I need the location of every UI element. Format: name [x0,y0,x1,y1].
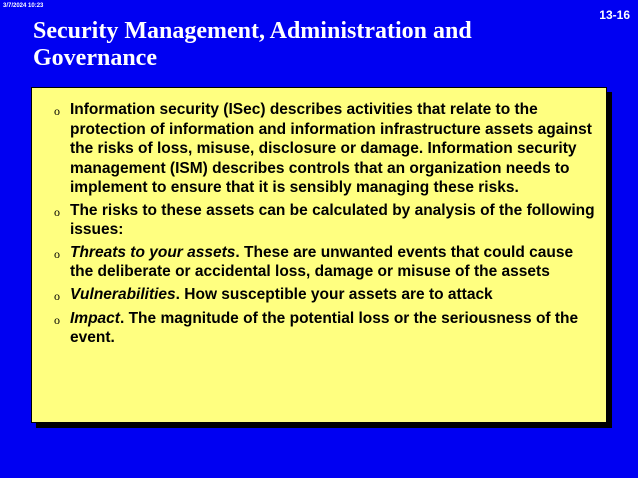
bullet-text [70,285,599,305]
bullet-term: Vulnerabilities [70,285,176,303]
bullet-body: . How susceptible your assets are to attack [175,285,493,303]
bullet-body: . The magnitude of the potential loss or the seriousness of the event. [70,309,579,346]
content-box [31,87,607,423]
bullet-marker: o [54,104,60,118]
slide-number: 13-16 [599,8,630,22]
bullet-marker: o [54,312,60,327]
slide-date: 3/7/2024 10:23 [3,3,44,9]
bullet-marker: o [54,288,60,303]
bullet-item [54,201,599,240]
bullet-item [54,243,599,282]
slide-title: Security Management, Administration and Governance [33,18,472,71]
bullet-item [54,285,599,306]
bullet-list [54,100,599,351]
bullet-item [54,100,599,198]
bullet-marker: o [54,204,60,219]
bullet-term: Threats to your assets [70,243,236,261]
bullet-body: Information security (ISec) describes activities that relate to the protection of information and information infrastructure assets against the risks of loss, misuse, disclosure or damage. Information security management (ISM) describes controls that an organization needs to implement to ensure that it is sensibly managing these risks. [70,101,592,196]
bullet-text [70,201,599,240]
bullet-body: . These are unwanted events that could cause the deliberate or accidental loss, damage or misuse of the assets [70,243,574,280]
bullet-text [70,243,599,282]
bullet-item [54,309,599,348]
bullet-body: The risks to these assets can be calculated by analysis of the following issues: [70,201,595,238]
bullet-term: Impact [70,309,120,327]
bullet-text [70,100,599,198]
bullet-text [70,309,599,348]
bullet-marker: o [54,246,60,261]
